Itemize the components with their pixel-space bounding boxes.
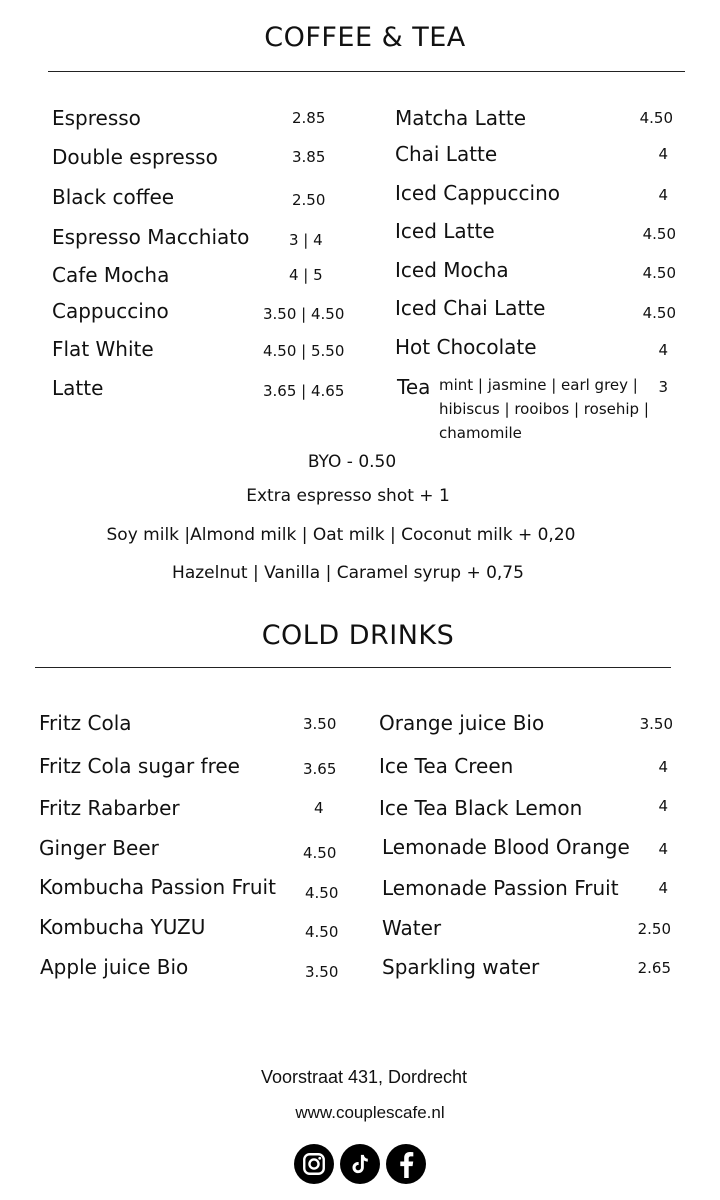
menu-item-price: 4.50 — [303, 844, 337, 862]
menu-item-price: 2.50 — [637, 920, 671, 938]
menu-item-name: Ice Tea Black Lemon — [379, 796, 583, 820]
menu-item-price: 3.85 — [292, 148, 326, 166]
menu-item-price: 4.50 — [642, 225, 676, 243]
menu-item-price: 4 — [314, 799, 324, 817]
menu-item-price: 4.50 — [639, 109, 673, 127]
menu-item-name: Espresso Macchiato — [52, 225, 250, 249]
menu-item-price: 3.65 | 4.65 — [263, 382, 345, 400]
menu-item-price: 3 — [658, 378, 668, 396]
menu-item-name: Sparkling water — [382, 955, 540, 979]
menu-item-price: 3 | 4 — [289, 231, 323, 249]
tiktok-icon[interactable] — [340, 1144, 380, 1184]
menu-item-name: Espresso — [52, 106, 141, 130]
menu-item-price: 4.50 — [305, 923, 339, 941]
menu-item-name: Hot Chocolate — [395, 335, 537, 359]
menu-item-name: Iced Cappuccino — [395, 181, 560, 205]
menu-item-name: Orange juice Bio — [379, 711, 545, 735]
divider — [48, 71, 685, 72]
syrup-options-note: Hazelnut | Vanilla | Caramel syrup + 0,75 — [172, 563, 524, 583]
byo-note: BYO - 0.50 — [307, 452, 397, 472]
divider — [35, 667, 671, 668]
menu-item-price: 4 — [658, 797, 668, 815]
instagram-icon[interactable] — [294, 1144, 334, 1184]
menu-item-price: 4 — [658, 879, 668, 897]
menu-item-name: Flat White — [52, 337, 154, 361]
menu-item-name: Chai Latte — [395, 142, 498, 166]
menu-item-name: Fritz Cola sugar free — [39, 754, 240, 778]
menu-item-price: 4 — [658, 186, 668, 204]
menu-item-name: Latte — [52, 376, 104, 400]
menu-item-price: 3.50 | 4.50 — [263, 305, 345, 323]
menu-item-price: 4.50 | 5.50 — [263, 342, 345, 360]
menu-item-price: 4.50 — [305, 884, 339, 902]
milk-options-note: Soy milk |Almond milk | Oat milk | Coconut milk + 0,20 — [106, 525, 576, 545]
facebook-icon[interactable] — [386, 1144, 426, 1184]
menu-item-name: Water — [382, 916, 442, 940]
website-link[interactable]: www.couplescafe.nl — [295, 1103, 445, 1122]
tea-varieties: mint | jasmine | earl grey | hibiscus | rooibos | rosehip | chamomile — [439, 376, 649, 442]
menu-item-name: Matcha Latte — [395, 106, 527, 130]
menu-item-price: 3.50 — [305, 963, 339, 981]
menu-item-price: 3.50 — [303, 715, 337, 733]
menu-item-name: Lemonade Passion Fruit — [382, 876, 619, 900]
section-title-cold-drinks: COLD DRINKS — [261, 620, 455, 651]
menu-item-price: 4 — [658, 341, 668, 359]
menu-item-name: Fritz Cola — [39, 711, 132, 735]
menu-item-price: 4 — [658, 145, 668, 163]
menu-item-name: Fritz Rabarber — [39, 796, 180, 820]
menu-item-price: 4 | 5 — [289, 266, 323, 284]
extra-shot-note: Extra espresso shot + 1 — [246, 486, 450, 506]
menu-item-price: 4 — [658, 840, 668, 858]
menu-item-name: Iced Mocha — [395, 258, 509, 282]
menu-item-price: 4.50 — [642, 304, 676, 322]
menu-item-price: 2.50 — [292, 191, 326, 209]
menu-item-price: 4 — [658, 758, 668, 776]
menu-item-price: 3.50 — [639, 715, 673, 733]
menu-item-name: Cappuccino — [52, 299, 169, 323]
section-title-coffee-tea: COFFEE & TEA — [264, 22, 466, 53]
menu-item-name: Tea — [397, 375, 431, 399]
menu-item-name: Iced Latte — [395, 219, 495, 243]
menu-item-name: Ice Tea Creen — [379, 754, 514, 778]
address: Voorstraat 431, Dordrecht — [260, 1067, 468, 1087]
menu-item-name: Kombucha Passion Fruit — [39, 875, 276, 899]
menu-item-name: Lemonade Blood Orange — [382, 835, 630, 859]
menu-item-name: Iced Chai Latte — [395, 296, 546, 320]
menu-item-price: 4.50 — [642, 264, 676, 282]
menu-item-name: Double espresso — [52, 145, 218, 169]
menu-item-name: Ginger Beer — [39, 836, 159, 860]
menu-item-price: 3.65 — [303, 760, 337, 778]
menu-item-name: Apple juice Bio — [40, 955, 189, 979]
menu-item-name: Black coffee — [52, 185, 175, 209]
menu-item-name: Cafe Mocha — [52, 263, 170, 287]
menu-item-price: 2.65 — [637, 959, 671, 977]
menu-item-price: 2.85 — [292, 109, 326, 127]
menu-item-name: Kombucha YUZU — [39, 915, 206, 939]
